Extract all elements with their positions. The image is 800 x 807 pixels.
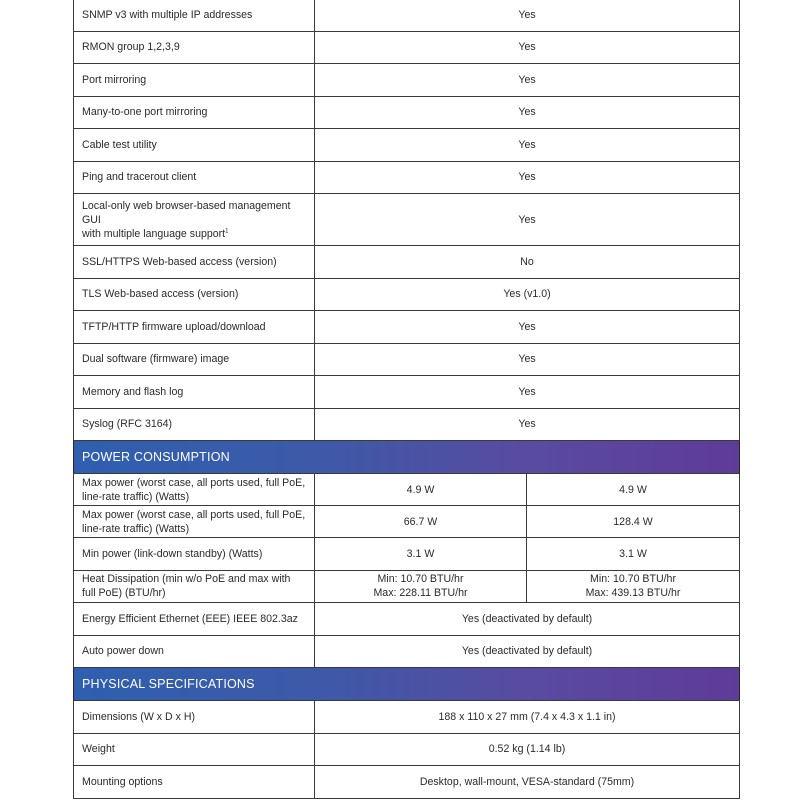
table-row bbox=[74, 474, 740, 506]
table-row bbox=[74, 0, 740, 31]
table-row bbox=[74, 701, 740, 734]
table-row bbox=[74, 635, 740, 668]
row-value-model-a: 3.1 W bbox=[315, 538, 527, 571]
table-row bbox=[74, 96, 740, 129]
table-row bbox=[74, 278, 740, 311]
row-label: Dimensions (W x D x H) bbox=[74, 701, 315, 734]
row-value: 0.52 kg (1.14 lb) bbox=[315, 733, 740, 766]
row-value: 188 x 110 x 27 mm (7.4 x 4.3 x 1.1 in) bbox=[315, 701, 740, 734]
row-value: Yes bbox=[315, 161, 740, 194]
row-label: Mounting options bbox=[74, 766, 315, 799]
table-row bbox=[74, 570, 740, 603]
row-label: Memory and flash log bbox=[74, 376, 315, 409]
row-label bbox=[74, 194, 315, 246]
row-label: Ping and tracerout client bbox=[74, 161, 315, 194]
row-value: Yes bbox=[315, 64, 740, 97]
table-row bbox=[74, 538, 740, 571]
row-value: Yes bbox=[315, 194, 740, 246]
row-label: Energy Efficient Ethernet (EEE) IEEE 802.3az bbox=[74, 603, 315, 636]
table-row bbox=[74, 766, 740, 799]
row-value-model-a: 4.9 W bbox=[315, 474, 527, 506]
row-label: RMON group 1,2,3,9 bbox=[74, 31, 315, 64]
row-label: Heat Dissipation (min w/o PoE and max with full PoE) (BTU/hr) bbox=[74, 570, 315, 603]
row-value: Yes (deactivated by default) bbox=[315, 635, 740, 668]
row-value: Yes (deactivated by default) bbox=[315, 603, 740, 636]
row-value-model-a bbox=[315, 570, 527, 603]
row-value: Yes (v1.0) bbox=[315, 278, 740, 311]
row-label: Min power (link-down standby) (Watts) bbox=[74, 538, 315, 571]
heat-max: Max: 228.11 BTU/hr bbox=[373, 587, 468, 600]
table-row bbox=[74, 246, 740, 279]
table-row bbox=[74, 129, 740, 162]
row-value-model-b: 4.9 W bbox=[527, 474, 740, 506]
table-row bbox=[74, 311, 740, 344]
row-value: Yes bbox=[315, 343, 740, 376]
row-label: Many-to-one port mirroring bbox=[74, 96, 315, 129]
heat-min: Min: 10.70 BTU/hr bbox=[590, 573, 676, 586]
row-value: Yes bbox=[315, 96, 740, 129]
row-value-model-b: 3.1 W bbox=[527, 538, 740, 571]
row-label: Auto power down bbox=[74, 635, 315, 668]
row-value-model-b: 128.4 W bbox=[527, 506, 740, 538]
row-label: Syslog (RFC 3164) bbox=[74, 408, 315, 441]
table-row bbox=[74, 343, 740, 376]
row-label-line: Local-only web browser-based management GUI bbox=[82, 199, 291, 226]
section-title: POWER CONSUMPTION bbox=[74, 441, 740, 474]
table-row bbox=[74, 506, 740, 538]
table-row bbox=[74, 733, 740, 766]
row-label: Port mirroring bbox=[74, 64, 315, 97]
row-value-model-a: 66.7 W bbox=[315, 506, 527, 538]
row-value: Desktop, wall-mount, VESA-standard (75mm) bbox=[315, 766, 740, 799]
row-label-line: with multiple language support bbox=[82, 227, 226, 240]
heat-max: Max: 439.13 BTU/hr bbox=[585, 587, 681, 600]
table-row bbox=[74, 408, 740, 441]
heat-min: Min: 10.70 BTU/hr bbox=[377, 573, 464, 586]
row-label: Max power (worst case, all ports used, full PoE, line-rate traffic) (Watts) bbox=[74, 474, 315, 506]
row-value: Yes bbox=[315, 31, 740, 64]
section-title: PHYSICAL SPECIFICATIONS bbox=[74, 668, 740, 701]
row-value: Yes bbox=[315, 311, 740, 344]
spec-table bbox=[73, 0, 740, 799]
table-row bbox=[74, 161, 740, 194]
table-row bbox=[74, 31, 740, 64]
row-label: Max power (worst case, all ports used, full PoE, line-rate traffic) (Watts) bbox=[74, 506, 315, 538]
row-value: Yes bbox=[315, 376, 740, 409]
row-label: SSL/HTTPS Web-based access (version) bbox=[74, 246, 315, 279]
table-row bbox=[74, 194, 740, 246]
row-value-model-b bbox=[527, 570, 740, 603]
section-header-power bbox=[74, 441, 740, 474]
table-row bbox=[74, 64, 740, 97]
section-header-physical bbox=[74, 668, 740, 701]
table-row bbox=[74, 376, 740, 409]
row-label: SNMP v3 with multiple IP addresses bbox=[74, 0, 315, 31]
row-value: Yes bbox=[315, 129, 740, 162]
row-label: Dual software (firmware) image bbox=[74, 343, 315, 376]
row-label: TLS Web-based access (version) bbox=[74, 278, 315, 311]
table-row bbox=[74, 603, 740, 636]
row-value: Yes bbox=[315, 408, 740, 441]
row-value: No bbox=[315, 246, 740, 279]
footnote-marker: 1 bbox=[225, 227, 229, 234]
row-value: Yes bbox=[315, 0, 740, 31]
row-label: Cable test utility bbox=[74, 129, 315, 162]
row-label: Weight bbox=[74, 733, 315, 766]
row-label: TFTP/HTTP firmware upload/download bbox=[74, 311, 315, 344]
